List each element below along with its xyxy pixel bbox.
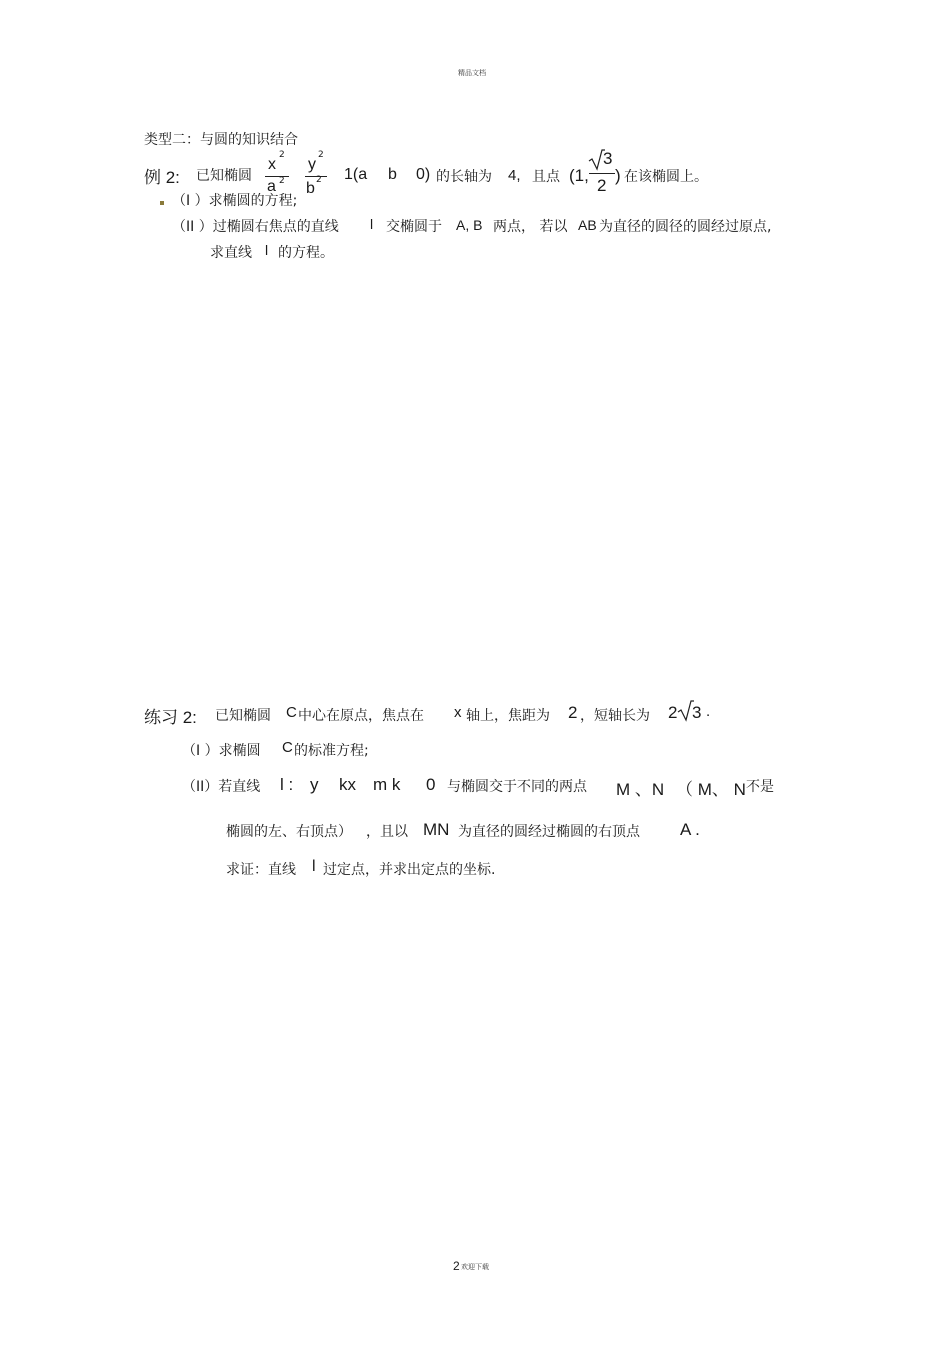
- fraction-bar-1: [265, 176, 289, 177]
- eq-b: b: [306, 180, 315, 197]
- practice-line2-MN: MN: [423, 820, 450, 839]
- practice-text2: 轴上，焦距为: [466, 708, 550, 724]
- eq-x: x: [268, 156, 276, 173]
- example-part2-a: （II ）过椭圆右焦点的直线: [172, 219, 339, 235]
- text-major-axis: 的长轴为: [436, 169, 492, 185]
- example-part2-d: 为直径的圆径的圆经过原点,: [599, 219, 772, 235]
- practice-part2-b: 与椭圆交于不同的两点: [447, 779, 587, 795]
- practice-part2-a: （II）若直线: [182, 779, 261, 795]
- practice-short-sqrt: 3: [692, 703, 702, 722]
- practice-part2-0: 0: [426, 775, 436, 794]
- practice-part2-y: y: [310, 775, 319, 794]
- practice-label: 练习 2:: [144, 708, 197, 727]
- example-part2-AB: A, B: [456, 217, 483, 233]
- practice-line2-A: A .: [680, 820, 700, 839]
- value-4: 4,: [508, 167, 521, 184]
- example-part2-line2-a: 求直线: [210, 245, 252, 261]
- eq-y-exp: 2: [318, 150, 324, 160]
- point-open: (1,: [569, 166, 589, 185]
- eq-rhs-1: 1(a: [344, 166, 368, 183]
- practice-part2-l: l :: [280, 775, 294, 794]
- example-part2-b: 交椭圆于: [386, 219, 442, 235]
- eq-b-exp: 2: [316, 175, 322, 185]
- example-label: 例 2:: [144, 168, 180, 187]
- example-part2-line2-b: 的方程。: [278, 245, 334, 261]
- page-number: 2: [453, 1259, 460, 1273]
- practice-line3-b: 过定点，并求出定点的坐标.: [323, 862, 496, 878]
- practice-C: C: [286, 704, 297, 721]
- practice-part1-b: 的标准方程;: [294, 743, 369, 759]
- text-point: 且点: [532, 169, 560, 185]
- practice-period: .: [706, 703, 711, 720]
- practice-intro: 已知椭圆: [215, 708, 271, 724]
- point-sqrt-num: 3: [603, 149, 613, 168]
- page-footer-text: 欢迎下载: [461, 1263, 489, 1271]
- eq-y: y: [308, 156, 316, 173]
- practice-part1-a: （I ）求椭圆: [182, 743, 261, 759]
- practice-line2-a: 椭圆的左、右顶点）: [226, 824, 352, 840]
- practice-text1: 中心在原点，焦点在: [298, 708, 424, 724]
- text-on-ellipse: 在该椭圆上。: [624, 169, 708, 185]
- practice-part2-c: 不是: [746, 779, 774, 795]
- practice-part2-kx: kx: [339, 775, 356, 794]
- point-den: 2: [597, 176, 607, 195]
- example-intro: 已知椭圆: [196, 168, 252, 184]
- practice-line3-a: 求证：直线: [226, 862, 296, 878]
- fraction-bar-3: [589, 173, 615, 174]
- section-title: 类型二：与圆的知识结合: [144, 132, 298, 148]
- eq-a: a: [267, 178, 276, 195]
- practice-val2: 2: [568, 703, 578, 722]
- eq-rhs-b: b: [388, 166, 397, 183]
- page-header: 精品文档: [458, 69, 486, 77]
- example-part1: （I ）求椭圆的方程;: [172, 193, 298, 209]
- practice-part2-mk: m k: [373, 775, 401, 794]
- eq-rhs-0: 0): [416, 166, 431, 183]
- eq-x-exp: 2: [279, 150, 285, 160]
- bullet-marker: [160, 201, 164, 205]
- practice-line3-l: l: [312, 858, 316, 875]
- eq-a-exp: 2: [279, 176, 285, 186]
- practice-short-2: 2: [668, 703, 678, 722]
- practice-line2-c: 为直径的圆经过椭圆的右顶点: [458, 824, 640, 840]
- practice-text3: ，短轴长为: [580, 708, 650, 724]
- example-part2-AB2: AB: [578, 217, 597, 233]
- practice-part2-MN: M 、N: [616, 780, 665, 799]
- practice-part1-C: C: [282, 739, 293, 756]
- example-part2-l: l: [370, 216, 374, 232]
- example-part2-c: 两点， 若以: [493, 219, 568, 235]
- practice-x: x: [454, 704, 462, 721]
- example-part2-line2-l: l: [265, 242, 269, 258]
- practice-part2-paren: （ M、 N: [676, 780, 746, 799]
- practice-line2-b: ，且以: [366, 824, 408, 840]
- point-close: ): [615, 166, 621, 185]
